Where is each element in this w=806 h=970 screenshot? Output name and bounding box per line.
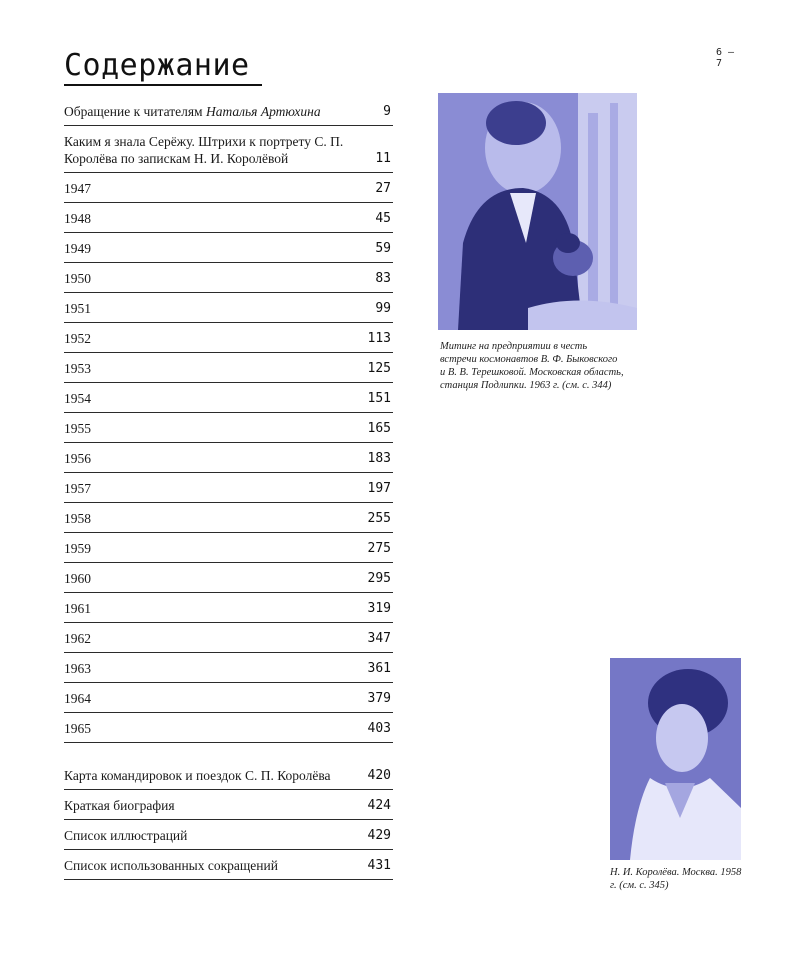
toc-entry-label: 1957	[64, 481, 91, 496]
toc-entry[interactable]	[64, 443, 393, 473]
toc-entry-page-number: 125	[367, 361, 391, 376]
toc-entry-label: 1950	[64, 271, 91, 286]
toc-entry-title	[64, 330, 368, 347]
toc-entry-label: 1961	[64, 601, 91, 616]
toc-entry-title	[64, 720, 368, 737]
toc-entry-page-number: 45	[375, 211, 391, 226]
toc-entry-title	[64, 570, 368, 587]
toc-entry[interactable]	[64, 713, 393, 743]
toc-entry-label: 1960	[64, 571, 91, 586]
toc-entry[interactable]	[64, 850, 393, 880]
toc-entry[interactable]	[64, 653, 393, 683]
toc-entry-title	[64, 540, 368, 557]
toc-entry-label: 1958	[64, 511, 91, 526]
toc-entry-title	[64, 210, 375, 227]
toc-entry[interactable]	[64, 473, 393, 503]
toc-entry-label: 1956	[64, 451, 91, 466]
page-number: 6 — 7	[716, 47, 735, 69]
toc-entry-title	[64, 660, 368, 677]
toc-entry[interactable]	[64, 353, 393, 383]
toc-entry-label: Список использованных сокращений	[64, 858, 278, 873]
toc-entry[interactable]	[64, 263, 393, 293]
toc-entry[interactable]	[64, 383, 393, 413]
toc-entry-label: Краткая биография	[64, 798, 175, 813]
toc-entry-page-number: 431	[367, 858, 391, 873]
toc-entry-page-number: 429	[367, 828, 391, 843]
toc-entry-page-number: 197	[367, 481, 391, 496]
title-underline	[64, 84, 262, 86]
toc-entry-page-number: 275	[367, 541, 391, 556]
toc-entry-title	[64, 827, 368, 844]
toc-entry-title	[64, 360, 368, 377]
toc-entry[interactable]	[64, 790, 393, 820]
toc-entry-title	[64, 510, 368, 527]
toc-entry-page-number: 9	[383, 104, 391, 119]
toc-entry[interactable]	[64, 96, 393, 126]
toc-entry-title	[64, 480, 368, 497]
photo-rally	[438, 93, 637, 330]
toc-entry[interactable]	[64, 683, 393, 713]
photo-portrait-caption: Н. И. Королёва. Москва. 1958 г. (см. с. 345)	[610, 867, 742, 891]
toc-entry-page-number: 379	[367, 691, 391, 706]
toc-entry-label: 1964	[64, 691, 91, 706]
toc-entry-title	[64, 180, 375, 197]
toc-entry[interactable]	[64, 293, 393, 323]
toc-entry-title	[64, 630, 368, 647]
toc-entry-title	[64, 857, 368, 874]
toc-entry[interactable]	[64, 593, 393, 623]
toc-entry[interactable]	[64, 743, 393, 790]
toc-entry-label: 1952	[64, 331, 91, 346]
toc-entry[interactable]	[64, 323, 393, 353]
toc-entry-author: Наталья Артюхина	[205, 104, 321, 119]
toc-entry[interactable]	[64, 533, 393, 563]
toc-entry-label: 1954	[64, 391, 91, 406]
toc-entry-page-number: 83	[375, 271, 391, 286]
toc-entry-page-number: 99	[375, 301, 391, 316]
toc-entry-label: 1951	[64, 301, 91, 316]
toc-entry-label: Каким я знала Серёжу. Штрихи к портрету С. П. Королёва по запискам Н. И. Королёвой	[64, 134, 344, 166]
toc-entry-page-number: 151	[367, 391, 391, 406]
toc-entry-title	[64, 690, 368, 707]
toc-entry-label: 1948	[64, 211, 91, 226]
toc-entry-page-number: 403	[367, 721, 391, 736]
toc-entry-page-number: 183	[367, 451, 391, 466]
toc-entry[interactable]	[64, 413, 393, 443]
toc-entry-label: Обращение к читателям	[64, 104, 206, 119]
toc-entry[interactable]	[64, 203, 393, 233]
photo-rally-caption: Митинг на предприятии в честь встречи космонавтов В. Ф. Быковского и В. В. Терешковой. Московская область, станция Подлипки. 1963 г. (см. с. 344)	[440, 341, 624, 391]
toc-entry-page-number: 255	[367, 511, 391, 526]
toc-entry-label: 1947	[64, 181, 91, 196]
toc-entry-page-number: 347	[367, 631, 391, 646]
toc-entry-label: Карта командировок и поездок С. П. Королёва	[64, 768, 331, 783]
toc-entry[interactable]	[64, 233, 393, 263]
table-of-contents	[64, 96, 393, 880]
toc-entry-page-number: 319	[367, 601, 391, 616]
toc-entry-page-number: 59	[375, 241, 391, 256]
toc-entry-title	[64, 450, 368, 467]
toc-entry-page-number: 424	[367, 798, 391, 813]
toc-entry-label: 1965	[64, 721, 91, 736]
toc-entry[interactable]	[64, 126, 393, 173]
toc-entry-label: 1949	[64, 241, 91, 256]
toc-entry-label: Список иллюстраций	[64, 828, 188, 843]
toc-entry[interactable]	[64, 820, 393, 850]
toc-entry-title	[64, 133, 375, 167]
page-title: Содержание	[64, 48, 250, 83]
toc-entry-title	[64, 420, 368, 437]
toc-entry-label: 1959	[64, 541, 91, 556]
toc-entry[interactable]	[64, 623, 393, 653]
toc-entry-label: 1962	[64, 631, 91, 646]
toc-entry[interactable]	[64, 563, 393, 593]
toc-entry[interactable]	[64, 503, 393, 533]
toc-entry-title	[64, 103, 383, 120]
toc-entry-title	[64, 390, 368, 407]
toc-entry-title	[64, 240, 375, 257]
toc-entry-page-number: 420	[367, 768, 391, 783]
toc-entry-page-number: 11	[375, 151, 391, 166]
toc-entry-page-number: 361	[367, 661, 391, 676]
toc-entry-page-number: 165	[367, 421, 391, 436]
toc-entry-label: 1955	[64, 421, 91, 436]
toc-entry-page-number: 295	[367, 571, 391, 586]
toc-entry[interactable]	[64, 173, 393, 203]
toc-entry-title	[64, 600, 368, 617]
toc-entry-page-number: 113	[367, 331, 391, 346]
toc-entry-title	[64, 797, 368, 814]
toc-entry-title	[64, 767, 368, 784]
toc-entry-title	[64, 300, 375, 317]
toc-entry-label: 1963	[64, 661, 91, 676]
toc-entry-label: 1953	[64, 361, 91, 376]
toc-entry-title	[64, 270, 375, 287]
toc-entry-page-number: 27	[375, 181, 391, 196]
photo-portrait	[610, 658, 741, 860]
